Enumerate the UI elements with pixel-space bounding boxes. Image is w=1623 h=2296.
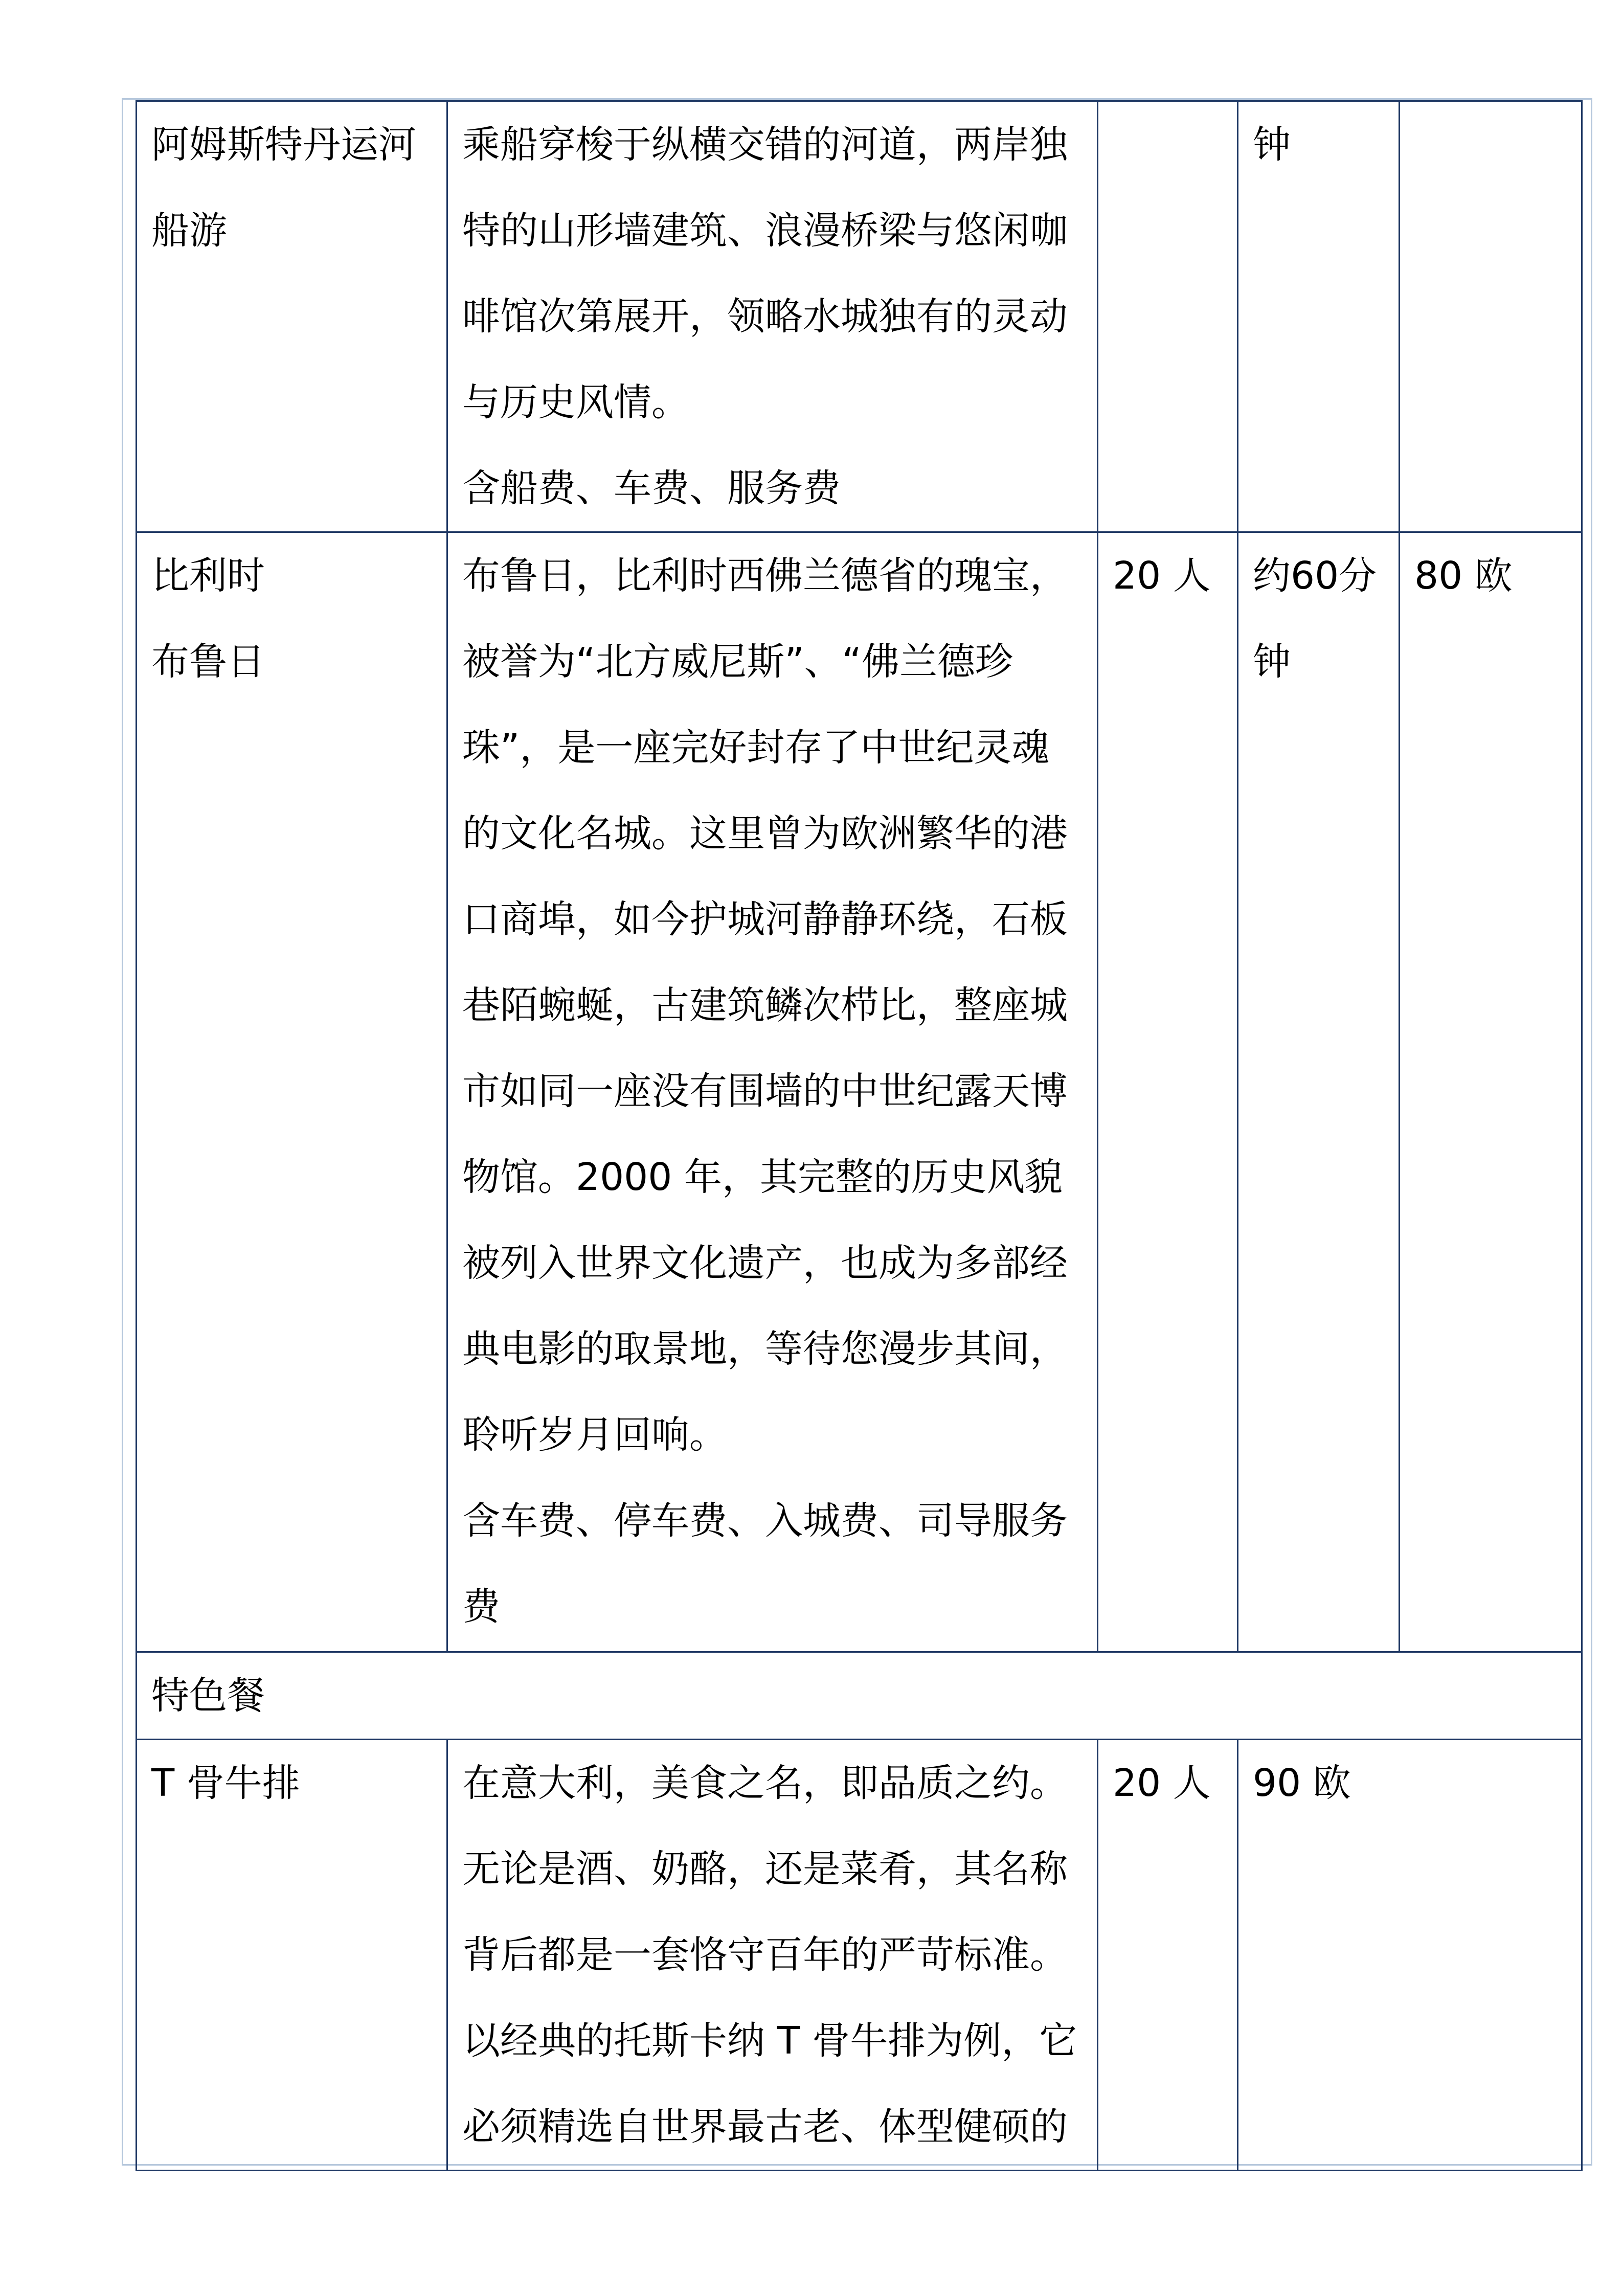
price-cell: [1400, 101, 1582, 532]
price-cell: [1400, 532, 1582, 1652]
item-name-cell: [137, 532, 447, 1652]
item-description: 布鲁日，比利时西佛兰德省的瑰宝，被誉为“北方威尼斯”、“佛兰德珍珠”，是一座完好封存了中世纪灵魂的文化名城。这里曾为欧洲繁华的港口商埠，如今护城河静静环绕，石板巷陌蜿蜒，古建筑鳞次栉比，整座城市如同一座没有围墙的中世纪露天博物馆。2000 年，其完整的历史风貌被列入世界文化遗产，也成为多部经典电影的取景地，等待您漫步其间，聆听岁月回响。: [462, 554, 1068, 1457]
item-description-cell: [447, 1740, 1098, 2171]
table-row-amsterdam: [137, 101, 1582, 532]
people-cell: [1098, 1740, 1238, 2171]
item-name: T 骨牛排: [151, 1761, 300, 1805]
people-count: 20 人: [1113, 554, 1211, 598]
price-cell: [1238, 1740, 1582, 2171]
duration-cell: [1238, 101, 1400, 532]
table-row-meal: [137, 1740, 1582, 2171]
people-count: 20 人: [1113, 1761, 1211, 1805]
people-cell: [1098, 532, 1238, 1652]
itinerary-table: [136, 100, 1583, 2171]
duration-cell: [1238, 532, 1400, 1652]
item-description-cell: [447, 532, 1098, 1652]
people-cell: [1098, 101, 1238, 532]
section-title-cell: [137, 1652, 1582, 1740]
item-name: 阿姆斯特丹运河船游: [151, 123, 416, 253]
item-description: 乘船穿梭于纵横交错的河道，两岸独特的山形墙建筑、浪漫桥梁与悠闲咖啡馆次第展开，领略水城独有的灵动与历史风情。: [462, 123, 1068, 424]
price: 80 欧: [1414, 554, 1513, 598]
item-includes: 含船费、车费、服务费: [462, 466, 841, 510]
table-row-bruges: [137, 532, 1582, 1652]
item-name-line: 布鲁日: [151, 640, 265, 684]
item-includes: 含车费、停车费、入城费、司导服务费: [462, 1499, 1068, 1629]
section-row: [137, 1652, 1582, 1740]
item-name-line: 比利时: [151, 554, 265, 598]
duration: 约60分钟: [1253, 554, 1377, 684]
item-name-cell: [137, 1740, 447, 2171]
item-name-cell: [137, 101, 447, 532]
duration: 钟: [1253, 123, 1291, 167]
section-title: 特色餐: [151, 1674, 265, 1718]
item-description-cell: [447, 101, 1098, 532]
price: 90 欧: [1253, 1761, 1351, 1805]
item-description: 在意大利，美食之名，即品质之约。无论是酒、奶酪，还是菜肴，其名称背后都是一套恪守百年的严苛标准。以经典的托斯卡纳 T 骨牛排为例，它必须精选自世界最古老、体型健硕的: [462, 1761, 1077, 2149]
